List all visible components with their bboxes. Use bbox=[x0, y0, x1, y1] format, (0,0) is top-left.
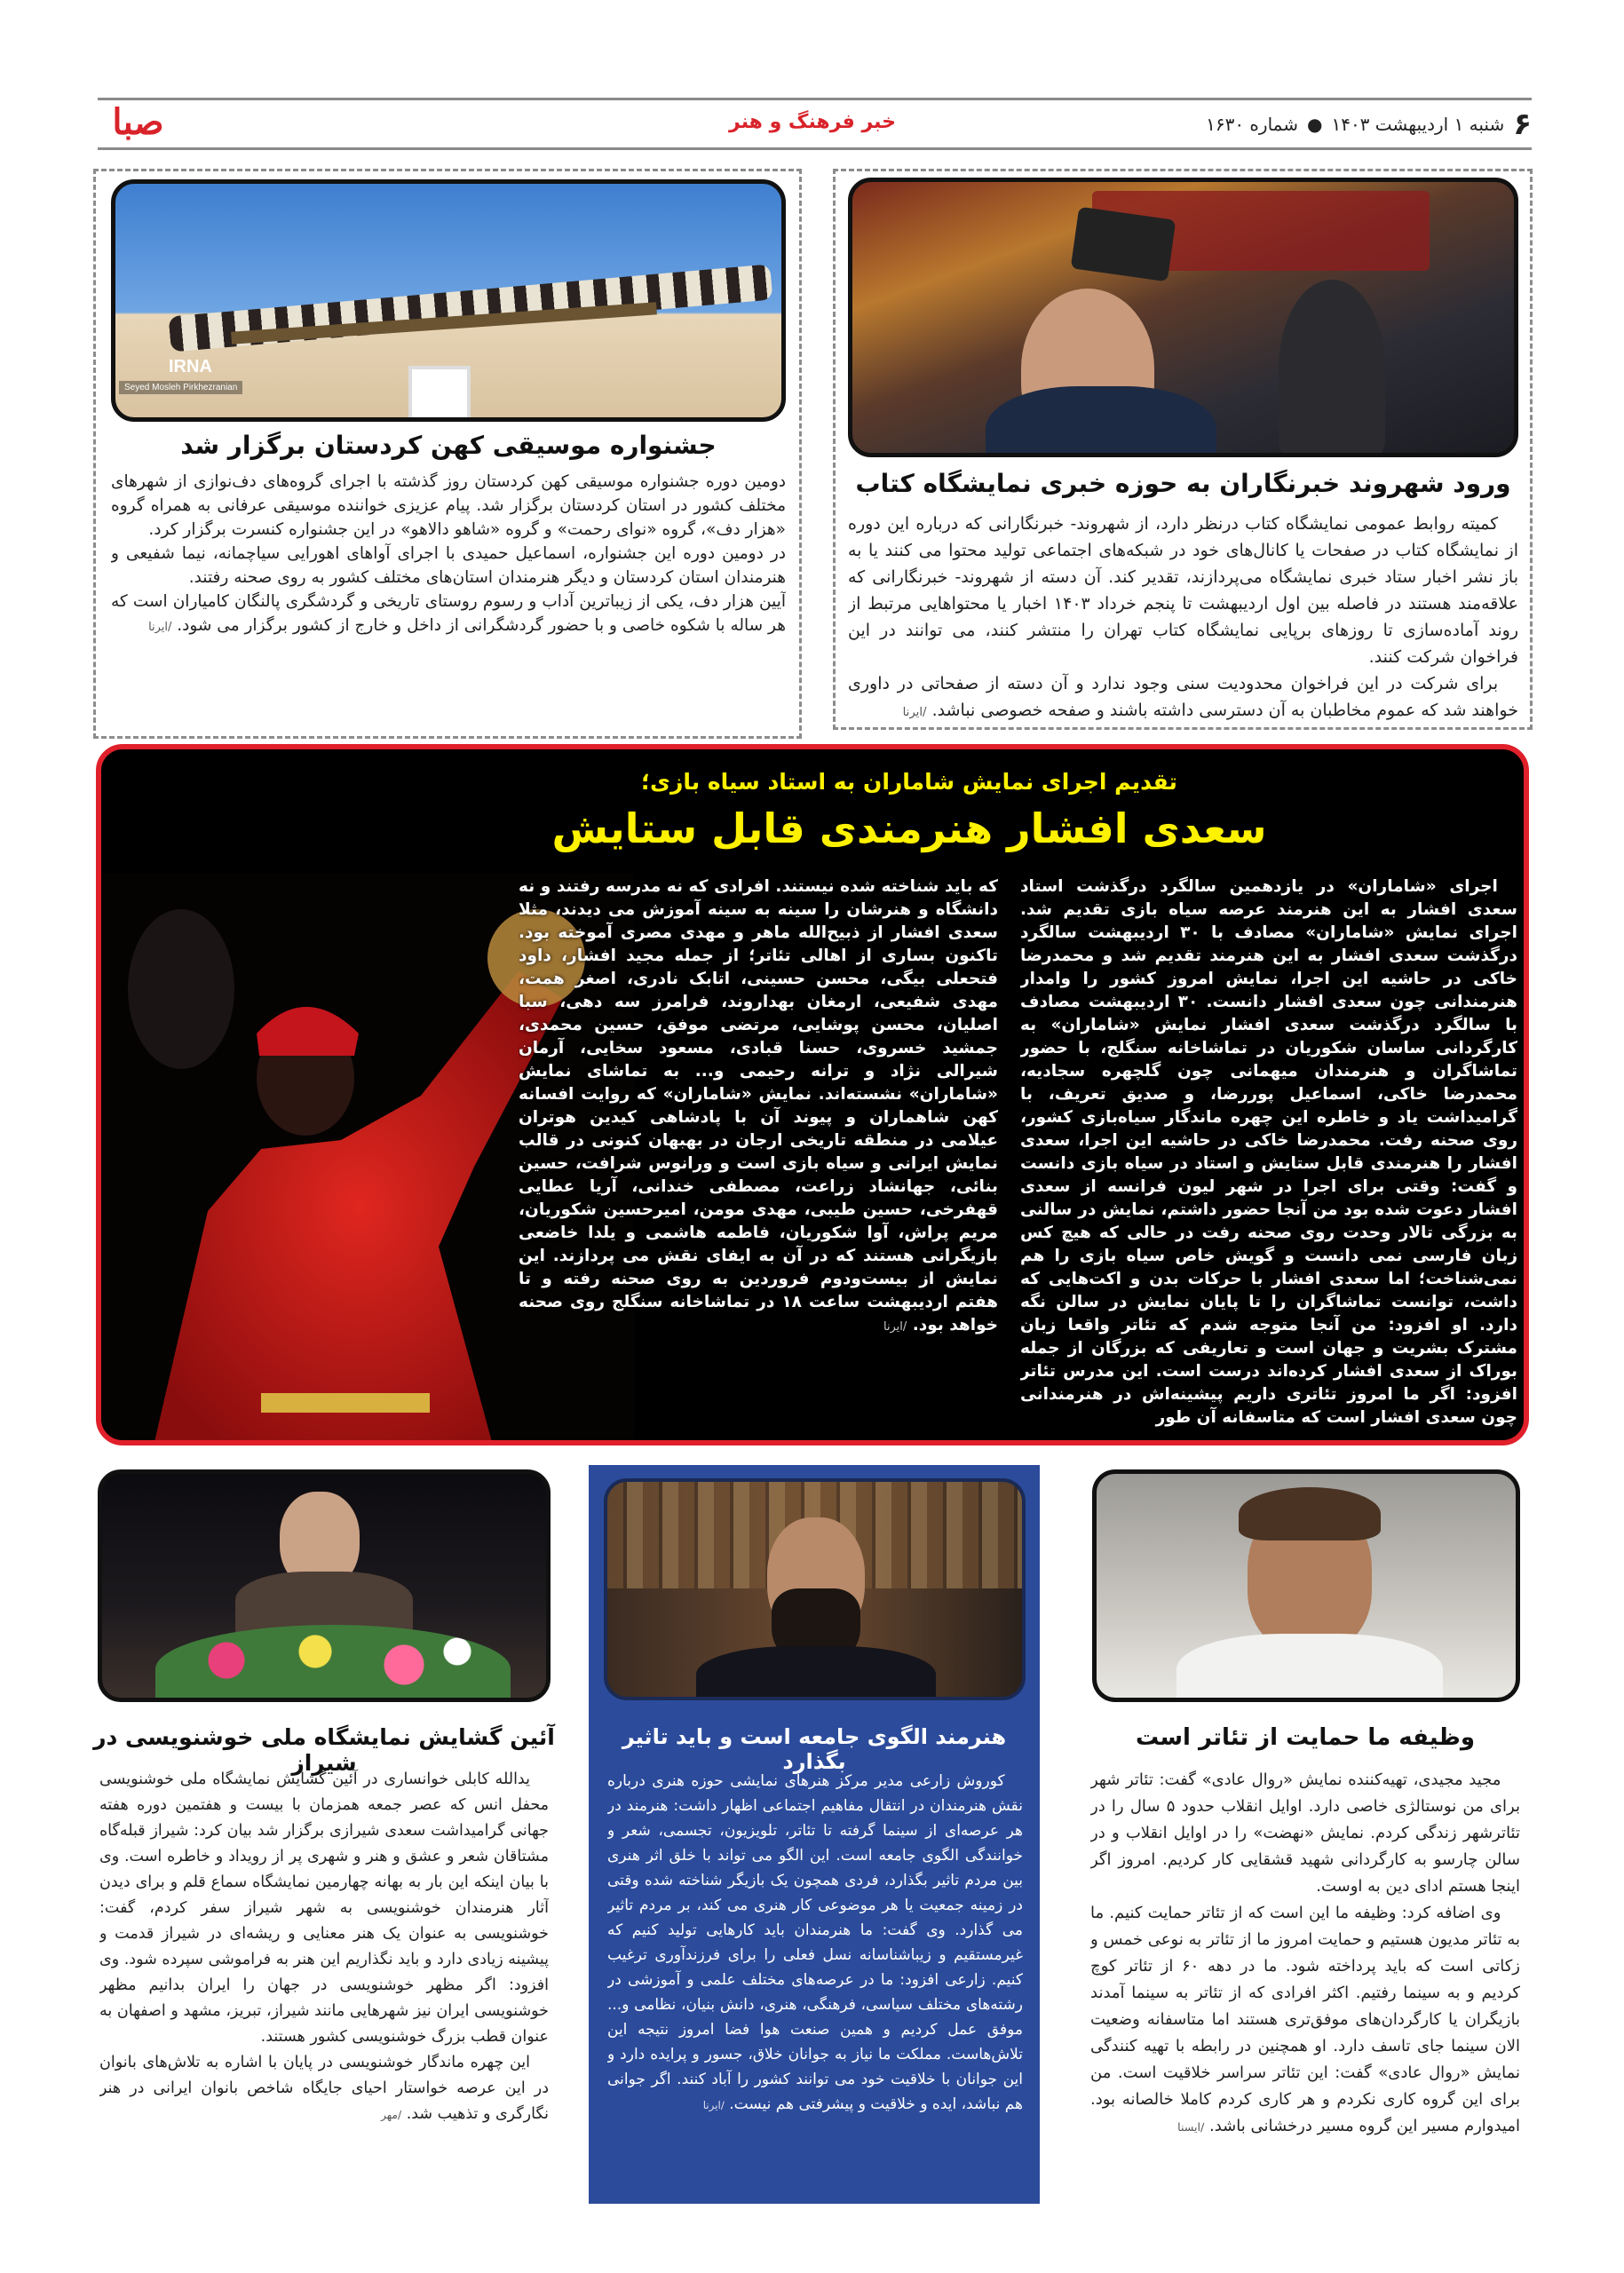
issue-date: شنبه ۱ اردیبهشت ۱۴۰۳ bbox=[1331, 114, 1505, 135]
paragraph bbox=[607, 1769, 1023, 2118]
dark-suit bbox=[696, 1646, 936, 1700]
paragraph: یدالله کابلی خوانساری در آئین گشایش نمایشگاه ملی خوشنویسی محفل انس که عصر جمعه همزمان با بیست و هفتمین دوره هفته جهانی گرامیداشت سعدی شیرازی برگزار شد بیان کرد: شیراز قبله‌گاه مشتاقان شعر و عشق و هنر و شهری پر از رویداد و خاطره است. وی با بیان اینکه این بار به بهانه چهارمین نمایشگاه سماع قلم و برای دیدن آثار هنرمندان خوشنویسی به شهر شیراز سفر کردم، گفت: خوشنویسی به عنوان یک هنر معنایی و ریشه‌ای در شیراز قدمت و پیشینه زیادی دارد و باید نگذاریم این هنر به فراموشی سپرده شود. وی افزود: اگر مظهر خوشنویسی در جهان را ایران بدانیم مظهر خوشنویسی ایران نیز شهرهایی مانند شیراز، تبریز، مشهد و اصفهان به عنوان قطب بزرگ خوشنویسی کشور هستند. bbox=[99, 1770, 549, 2046]
header-bottom-rule bbox=[98, 147, 1532, 150]
kurdistan-photo bbox=[111, 179, 786, 422]
kurdistan-body bbox=[111, 470, 786, 736]
zarei-body bbox=[607, 1769, 1023, 2190]
person-body bbox=[986, 386, 1216, 457]
feature-headline[interactable]: سعدی افشار هنرمندی قابل ستایش bbox=[551, 804, 1267, 852]
issue-number: شماره ۱۶۳۰ bbox=[1206, 114, 1298, 135]
flower-arrangement bbox=[155, 1625, 511, 1702]
sash bbox=[261, 1393, 430, 1413]
white-shirt bbox=[1176, 1634, 1443, 1702]
book-fair-headline[interactable]: ورود شهروند خبرنگاران به حوزه خبری نمایشگاه کتاب bbox=[855, 469, 1511, 498]
bullet-icon: ● bbox=[1307, 114, 1323, 135]
news-source: /مهر bbox=[381, 2109, 402, 2121]
book-fair-photo bbox=[848, 178, 1518, 457]
paragraph bbox=[1090, 1900, 1520, 2141]
paragraph-text: وی اضافه کرد: وظیفه ما این است که از تئاتر حمایت کنیم. ما به تئاتر مدیون هستیم و حمایت امروز ما از تئاتر به نوعی خمس و زکاتی است که باید پرداخته شود. ما در دهه ۶۰ از تئاتر کوچ کردیم و به سینما رفتیم. اکثر افرادی که از تئاتر به سینما آمدند بازیگران یا کارگردان‌های موفق‌تری هستند اما متاسفانه وضعیت الان سینما جای تاسف دارد. او همچنین در رابطه با تهیه کنندگی نمایش «روال عادی» گفت: این تئاتر سراسر خلاقیت است. من برای این گروه کاری نکردم و هر کاری کردم کاملا خالصانه بود. امیدوارم مسیر این گروه مسیر درخشانی باشد. bbox=[1090, 1904, 1520, 2135]
news-source: /ایسنا bbox=[1177, 2120, 1205, 2134]
zarei-headline[interactable]: هنرمند الگوی جامعه است و باید تاثیر بگذارد bbox=[622, 1724, 1007, 1774]
news-source: /ایرنا bbox=[702, 2099, 725, 2111]
background-figure bbox=[128, 909, 234, 1069]
paragraph bbox=[519, 875, 998, 1339]
page-number: ۶ bbox=[1513, 107, 1532, 142]
majidi-photo bbox=[1092, 1469, 1520, 1702]
dateline bbox=[1206, 107, 1532, 142]
feature-column-right bbox=[1020, 875, 1517, 1435]
feature-kicker: تقدیم اجرای نمایش شاماران به استاد سیاه بازی؛ bbox=[641, 769, 1177, 795]
phone-icon bbox=[1071, 207, 1176, 282]
paragraph-text: این چهره ماندگار خوشنویسی در پایان با اشاره به تلاش‌های بانوان در این عرصه خواستار احیای جایگاه شاخص بانوان ایرانی در هنر نگارگری و تذهیب شد. bbox=[99, 2054, 549, 2123]
paragraph-text: که باید شناخته شده نیستند. افرادی که نه مدرسه رفتند و نه دانشگاه و هنرشان را سینه به سینه آموزش می دیدند، مثلا سعدی افشار از ذبیح‌الله ماهر و مهدی مصری آموخته بود. تاکنون بساری از اهالی تئاتر؛ از جمله مجید افشار، داود فتحعلی بیگی، محسن حسینی، اتابک نادری، اصغر همت، مهدی شفیعی، ارمغان بهداروند، فرامرز سه دهی، سبا اصلیان، محسن پوشایی، مرتضی موفق، حسین محمدی، جمشید خسروی، حسنا قبادی، مسعود سخایی، آرمان شیرالی نژاد و ترانه رحیمی و... به تماشای نمایش «شاماران» نشسته‌اند. نمایش «شاماران» که روایت افسانه کهن شاهماران و پیوند آن با پادشاهی کیدین هوتران عیلامی در منطقه تاریخی ارجان در بهبهان کنونی در قالب نمایش ایرانی و سیاه بازی است و ورانوس شرافت، حسین بنائی، جهانشاد زراعت، مصطفی خندانی، آریا عطایی قهفرخی، حسین طیبی، مهدی مومن، امیرحسین شکوریان، مریم پراش، آوا شکوریان، فاطمه هاشمی و یلدا خاضعی بازیگرانی هستند که در آن به ایفای نقش می پردازند. این نمایش از بیست‌ودوم فروردین به روی صحنه رفته و تا هفتم اردیبهشت ساعت ۱۸ در تماشاخانه سنگلج روی صحنه خواهد بود. bbox=[519, 877, 998, 1334]
kurdistan-headline[interactable]: جشنواره موسیقی کهن کردستان برگزار شد bbox=[180, 431, 717, 460]
zarei-photo bbox=[604, 1478, 1026, 1700]
photo-agency-watermark: IRNA bbox=[169, 357, 212, 376]
feature-article bbox=[96, 744, 1529, 1445]
paragraph-text: کوروش زارعی مدیر مرکز هنرهای نمایشی حوزه هنری درباره نقش هنرمندان در انتقال مفاهیم اجتماعی اظهار داشت: هنرمند در هر عرصه‌ای از سینما گرفته تا تئاتر، تلویزیون، تجسمی، شعر و خوانندگی الگوی جامعه است. این الگو می تواند با خلق اثر هنری بین مردم تاثیر بگذارد، فردی همچون یک بازیگر شناخته شده وقتی در زمینه جمعیت یا هر موضوعی کار هنری می کند، بر مردم تاثیر می گذارد. وی گفت: ما هنرمندان باید کارهایی تولید کنیم که غیرمستقیم و زیباشناسانه نسل فعلی را برای فرزندآوری ترغیب کنیم. زارعی افزود: ما در عرصه‌های مختلف علمی و آموزشی در رشته‌های مختلف سیاسی، فرهنگی، هنری، دانش بنیان، نظامی و... موفق عمل کردیم و همین صنعت هوا فضا امروز نتیجه این تلاش‌هاست. مملکت ما نیاز به جوانان خلاق، جسور و پرایده دارد و این جوانان با خلاقیت خود می توانند کشور را آباد کنند. اگر جوانی هم نباشد، ایده و خلاقیت و پیشرفتی هم نیست. bbox=[607, 1772, 1023, 2113]
paragraph bbox=[848, 670, 1518, 724]
calligraphy-body bbox=[99, 1767, 549, 2184]
paragraph: در دومین دوره این جشنواره، اسماعیل حمیدی با اجرای آواهای اهورایی سیاچمانه، نیما شفیعی و هنرمندان استان کردستان و دیگر هنرمندان استان‌های مختلف کشور به روی صحنه رفتند. bbox=[111, 544, 786, 587]
paragraph bbox=[99, 2050, 549, 2128]
paragraph: مجید مجیدی، تهیه‌کننده نمایش «روال عادی» گفت: تئاتر شهر برای من نوستالژی خاصی دارد. اوایل انقلاب حدود ۵ سال را در تئاترشهر زندگی کردم. نمایش «نهضت» را در اوایل انقلاب و در سالن چارسو به کارگردانی شهید قشقایی کار کردیم. امروز اگر اینجا هستم ادای دین به اوست. bbox=[1090, 1770, 1520, 1896]
hair bbox=[1239, 1487, 1381, 1540]
majidi-body bbox=[1090, 1767, 1520, 2193]
paragraph-text: برای شرکت در این فراخوان محدودیت سنی وجود ندارد و آن دسته از صفحاتی در داوری خواهند شد که عموم مخاطبان به آن دسترسی داشته باشند و صفحه خصوصی نباشد. bbox=[848, 674, 1518, 720]
news-source: /ایرنا bbox=[883, 1320, 907, 1334]
photo-credit: Seyed Mosleh Pirkhezranian bbox=[119, 381, 242, 394]
section-title: خبر فرهنگ و هنر bbox=[729, 111, 896, 133]
paragraph: دومین دوره جشنواره موسیقی کهن کردستان روز گذشته با اجرای گروه‌های دف‌نوازی از شهرهای مختلف کشور در استان کردستان برگزار شد. پیام عزیزی خواننده موسیقی عرفانی به همراه گروه «هزار دف»، گروه «نوای رحمت» و گروه «شاهو دالاهو» در این جشنواره کنسرت برگزار کرد. bbox=[111, 472, 786, 539]
calligraphy-headline[interactable]: آئین گشایش نمایشگاه ملی خوشنویسی در شیراز bbox=[93, 1724, 555, 1776]
paragraph: کمیته روابط عمومی نمایشگاه کتاب درنظر دارد، از شهروند- خبرنگارانی که درباره این دوره از نمایشگاه کتاب در صفحات یا کانال‌های خود در شبکه‌های اجتماعی تولید محتوا می کنند یا به باز نشر اخبار ستاد خبری نمایشگاه می‌پردازند، تقدیر کند. آن دسته از شهروند- خبرنگارانی که علاقه‌مند هستند در فاصله بین اول اردیبهشت تا پنجم خرداد ۱۴۰۳ اخبار یا محتواهایی مرتبط از روند آماده‌سازی تا روزهای برپایی نمایشگاه کتاب تهران را منتشر کنند، می توانند در این فراخوان شرکت کنند. bbox=[848, 514, 1518, 667]
book-fair-body bbox=[848, 511, 1518, 724]
window bbox=[408, 366, 471, 422]
paragraph bbox=[111, 590, 786, 639]
newspaper-logo[interactable]: صبا bbox=[112, 101, 164, 143]
majidi-headline[interactable]: وظیفه ما حمایت از تئاتر است bbox=[1135, 1724, 1476, 1751]
news-source: /ایرنا bbox=[902, 706, 927, 719]
paragraph: اجرای «شاماران» در یازدهمین سالگرد درگذشت استاد سعدی افشار به این هنرمند عرصه سیاه بازی تقدیم شد. اجرای نمایش «شاماران» مصادف با ۳۰ اردیبهشت سالگرد درگذشت سعدی افشار به این هنرمند تقدیم شد و محمدرضا خاکی در حاشیه این اجرا، نمایش امروز کشور را وامدار هنرمندانی چون سعدی افشار دانست. ۳۰ اردیبهشت مصادف با سالگرد درگذشت سعدی افشار نمایش «شاماران» به کارگردانی ساسان شکوریان در تماشاخانه سنگلج، با حضور تماشاگران و هنرمندان میهمانی چون گلچهره سجادیه، محمدرضا خاکی، اسماعیل پوررضا، و صدیق تعریف، با گرامیداشت یاد و خاطره این چهره ماندگار سیاه‌بازی کشور، روی صحنه رفت. محمدرضا خاکی در حاشیه این اجرا، سعدی افشار را هنرمندی قابل ستایش و استاد در سیاه بازی دانست و گفت: وقتی برای اجرا در شهر لیون فرانسه از سعدی افشار دعوت شده بود من آنجا حضور داشتم، نمایش در سالنی به بزرگی تالار وحدت روی صحنه رفت در حالی که هیچ کس زبان فارسی نمی دانست و گویش خاص سیاه بازی را هم نمی‌شناخت؛ اما سعدی افشار با حرکات بدن و اکت‌هایی که داشت، توانست تماشاگران را تا پایان نمایش در سالن نگه دارد. او افزود: من آنجا متوجه شدم که تئاتر واقعا زبان مشترک بشریت و جهان است و تعاریفی که بزرگان از جمله بوراک از سعدی افشار کرده‌اند درست است. این مدرس تئاتر افزود: اگر ما امروز تئاتری داریم پیشینه‌اش در هنرمندانی چون سعدی افشار است که متاسفانه آن طور bbox=[1020, 877, 1517, 1427]
paragraph-text: آیین هزار دف، یکی از زیباترین آداب و رسوم روستای تاریخی و گردشگری پالنگان کامیاران است که هر ساله با شکوه خاصی و با حضور گردشگرانی از داخل و خارج از کشور برگزار می شود. bbox=[111, 592, 786, 635]
feature-column-left bbox=[519, 875, 998, 1435]
person-silhouette bbox=[1279, 280, 1385, 457]
header-top-rule bbox=[98, 98, 1532, 100]
news-source: /ایرنا bbox=[148, 621, 172, 634]
calligraphy-photo bbox=[98, 1469, 551, 1702]
